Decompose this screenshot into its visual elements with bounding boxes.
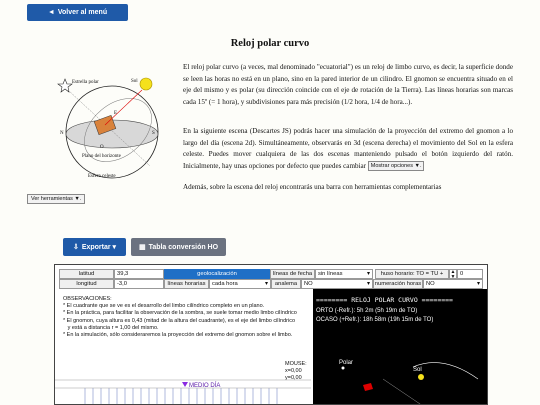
mouse-x-value: x=0,00 <box>285 368 302 374</box>
observation-line: * En la práctica, para facilitar la observación de la sombra, se suele tomar medio limbo cilíndrico <box>63 310 297 317</box>
date-lines-label: líneas de fecha <box>270 269 315 279</box>
timezone-input[interactable]: 0 <box>457 269 483 279</box>
hour-lines-select[interactable]: cada hora ▾ <box>209 279 271 289</box>
diagram-sphere-label: Esfera celeste <box>88 174 116 179</box>
conversion-table-label: Tabla conversión HO <box>148 243 219 251</box>
polar-label: Polar <box>339 360 354 366</box>
analemma-label: analema <box>271 279 301 289</box>
diagram-south-label: S <box>152 131 155 136</box>
sun-dot-icon <box>418 374 424 380</box>
simulation-scene[interactable] <box>54 264 488 405</box>
sun-icon <box>140 78 152 90</box>
tools-paragraph: Además, sobre la escena del reloj encontrarás una barra con herramientas complementarias <box>183 183 442 191</box>
observation-line: * El gnomon, cuya altura es 0,43 (mitad de la altura del cuadrante), es el eje del limbo cilíndrico <box>63 317 296 324</box>
timezone-stepper[interactable]: ▲ ▼ <box>450 269 456 280</box>
diagram-east-label: E <box>114 111 118 116</box>
conversion-table-button[interactable] <box>131 238 226 256</box>
diagram-north-label: N <box>60 131 64 136</box>
intro-paragraph: El reloj polar curvo (a veces, mal denominado "ecuatorial") es un reloj de limbo curvo, es decir, la superficie donde se leen las horas no está en un plano, sino en la pared interior de un cilindro. El gnomon se encuentra situado en el eje del mismo y es polar (su dirección coincide con el eje de rotación de la Tierra). Las líneas horarias son marcas cada 15º (= 1 hora), y subdivisiones para más precisión (1/2 hora, 1/4 de hora...). <box>183 63 513 106</box>
observations-title: OBSERVACIONES: <box>63 296 112 302</box>
observation-line: * En la simulación, sólo consideraremos la proyección del extremo del gnomon sobre el limbo. <box>63 332 293 339</box>
observation-line: y está a distancia r = 1,00 del mismo. <box>63 324 159 331</box>
observations-block <box>63 296 318 339</box>
latitude-label: latitud <box>59 269 114 279</box>
arrow-left-icon: ◄ <box>47 9 55 16</box>
mouse-label: MOUSE: <box>285 361 307 367</box>
sun-3d-label: Sol <box>413 367 422 373</box>
back-to-menu-label: Volver al menú <box>57 9 108 16</box>
analemma-select[interactable]: NO ▾ <box>301 279 373 289</box>
numbering-select[interactable]: NO ▾ <box>423 279 483 289</box>
scene-paragraph <box>183 126 513 172</box>
download-icon: ⇩ <box>72 244 79 251</box>
sundial-3d-icon <box>363 383 373 391</box>
celestial-sphere-diagram <box>52 70 168 182</box>
hour-lines-label: líneas horarias <box>164 279 209 289</box>
diagram-star-label: Estrella polar <box>72 80 99 85</box>
scene-paragraph-text: En la siguiente escena (Descartes JS) podrás hacer una simulación de la proyección del extremo del gnomon a lo largo del día (escena 2d). Simultáneamente, observarás en 3d (escena derecha) el movimiento del Sol en la esfera celeste. Puedes mover cualquiera de las dos escenas manteniendo pulsado el botón izquierdo del ratón. Inicialmente, hay unas opciones por defecto que puedes cambiar <box>183 127 513 170</box>
timezone-label: huso horario: TO = TU + <box>375 269 449 279</box>
latitude-input[interactable]: 39,3 <box>114 269 164 279</box>
sunset-readout: OCASO (+Refr.): 18h 58m (19h 15m de TO) <box>316 317 434 323</box>
table-icon: ▦ <box>138 244 146 251</box>
back-to-menu-button[interactable] <box>27 4 128 21</box>
noon-marker-icon <box>182 382 188 387</box>
diagram-west-label: O <box>100 145 104 150</box>
export-button[interactable] <box>63 238 126 256</box>
observation-line: * El cuadrante que se ve es el desarrollo del limbo cilíndrico completo en un plano. <box>63 303 265 310</box>
3d-sphere-scene[interactable] <box>313 289 488 405</box>
panel-title: ======== RELOJ POLAR CURVO ======== <box>316 296 453 304</box>
polar-star-dot <box>342 367 345 370</box>
show-options-button[interactable]: Mostrar opciones ▼. <box>368 161 425 171</box>
mouse-y-value: y=0,00 <box>285 375 302 381</box>
export-label: Exportar ▾ <box>81 244 117 251</box>
longitude-input[interactable]: -3,0 <box>114 279 164 289</box>
sphere-3d-drawing <box>313 349 488 405</box>
hour-line-ticks <box>85 388 277 405</box>
page-title: Reloj polar curvo <box>230 38 310 49</box>
sun-ray-line <box>105 90 142 125</box>
numbering-label: numeración horas <box>374 281 422 287</box>
sundial-dial-canvas[interactable] <box>55 378 311 405</box>
date-lines-select[interactable]: sin líneas ▾ <box>315 269 373 279</box>
diagram-plane-label: Plano del horizonte <box>82 154 121 159</box>
sunrise-readout: ORTO (-Refr.): 5h 2m (5h 19m de TO) <box>316 308 418 314</box>
show-tools-button[interactable]: Ver herramientas ▼. <box>27 194 85 204</box>
noon-label: MEDIO DÍA <box>189 383 221 389</box>
geolocation-button[interactable]: geolocalización <box>164 269 270 279</box>
diagram-sun-label: Sol <box>131 79 138 84</box>
longitude-label: longitud <box>59 279 114 289</box>
polar-star-icon <box>58 79 72 92</box>
